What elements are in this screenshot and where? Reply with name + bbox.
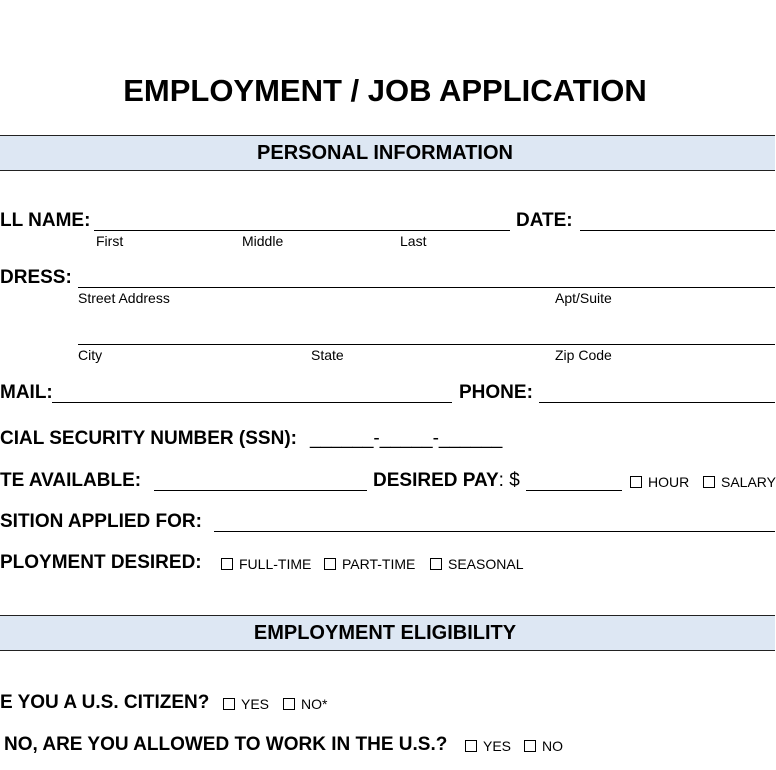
address-label: DRESS: bbox=[0, 267, 72, 288]
phone-label: PHONE: bbox=[459, 382, 533, 403]
desired-pay-field[interactable] bbox=[526, 490, 622, 491]
salary-option-label: SALARY bbox=[721, 474, 776, 490]
citizen-no-label: NO* bbox=[301, 696, 328, 712]
date-field[interactable] bbox=[580, 230, 775, 231]
full-time-checkbox[interactable] bbox=[221, 558, 233, 570]
part-time-option[interactable] bbox=[324, 556, 415, 572]
part-time-label: PART-TIME bbox=[342, 556, 416, 572]
street-address-field[interactable] bbox=[78, 287, 775, 288]
seasonal-option[interactable] bbox=[430, 556, 523, 572]
salary-checkbox[interactable] bbox=[703, 476, 715, 488]
citizen-yes-option[interactable] bbox=[223, 696, 269, 712]
email-label: MAIL: bbox=[0, 382, 53, 403]
position-applied-field[interactable] bbox=[214, 531, 775, 532]
work-auth-yes-label: YES bbox=[483, 738, 512, 754]
citizen-no-option[interactable] bbox=[283, 696, 327, 712]
state-caption: State bbox=[311, 347, 344, 363]
email-field[interactable] bbox=[52, 402, 452, 403]
work-auth-no-label: NO bbox=[542, 738, 563, 754]
work-auth-no-checkbox[interactable] bbox=[524, 740, 536, 752]
first-name-caption: First bbox=[96, 233, 124, 249]
date-available-field[interactable] bbox=[154, 490, 367, 491]
hour-checkbox[interactable] bbox=[630, 476, 642, 488]
city-state-zip-field[interactable] bbox=[78, 344, 775, 345]
section-header-personal bbox=[0, 135, 775, 171]
citizen-yes-checkbox[interactable] bbox=[223, 698, 235, 710]
section-header-eligibility bbox=[0, 615, 775, 651]
page-title: EMPLOYMENT / JOB APPLICATION bbox=[123, 73, 647, 108]
hour-option-label: HOUR bbox=[648, 474, 690, 490]
full-name-field[interactable] bbox=[94, 230, 510, 231]
seasonal-checkbox[interactable] bbox=[430, 558, 442, 570]
last-name-caption: Last bbox=[400, 233, 427, 249]
position-applied-label: SITION APPLIED FOR: bbox=[0, 511, 202, 532]
city-caption: City bbox=[78, 347, 103, 363]
middle-name-caption: Middle bbox=[242, 233, 284, 249]
full-time-option[interactable] bbox=[221, 556, 311, 572]
employment-desired-label: PLOYMENT DESIRED: bbox=[0, 552, 202, 573]
seasonal-label: SEASONAL bbox=[448, 556, 524, 572]
work-auth-yes-checkbox[interactable] bbox=[465, 740, 477, 752]
desired-pay-currency: : $ bbox=[498, 470, 520, 491]
zip-code-caption: Zip Code bbox=[555, 347, 612, 363]
citizen-no-checkbox[interactable] bbox=[283, 698, 295, 710]
ssn-label: CIAL SECURITY NUMBER (SSN): bbox=[0, 428, 297, 449]
citizen-yes-label: YES bbox=[241, 696, 270, 712]
salary-option[interactable] bbox=[703, 474, 776, 490]
full-name-label: LL NAME: bbox=[0, 210, 91, 231]
desired-pay-label: DESIRED PAY bbox=[373, 470, 499, 491]
citizen-question: E YOU A U.S. CITIZEN? bbox=[0, 692, 210, 713]
date-available-label: TE AVAILABLE: bbox=[0, 470, 142, 491]
apt-suite-caption: Apt/Suite bbox=[555, 290, 612, 306]
part-time-checkbox[interactable] bbox=[324, 558, 336, 570]
section-title: EMPLOYMENT ELIGIBILITY bbox=[253, 622, 517, 644]
work-auth-no-option[interactable] bbox=[524, 738, 563, 754]
street-address-caption: Street Address bbox=[78, 290, 170, 306]
phone-field[interactable] bbox=[539, 402, 775, 403]
ssn-field[interactable]: ______-_____-______ bbox=[310, 428, 503, 449]
hour-option[interactable] bbox=[630, 474, 689, 490]
date-label: DATE: bbox=[516, 210, 573, 231]
work-authorization-question: NO, ARE YOU ALLOWED TO WORK IN THE U.S.? bbox=[4, 734, 448, 755]
desired-pay-group bbox=[373, 470, 520, 492]
full-time-label: FULL-TIME bbox=[239, 556, 312, 572]
section-title: PERSONAL INFORMATION bbox=[257, 142, 513, 164]
work-auth-yes-option[interactable] bbox=[465, 738, 511, 754]
